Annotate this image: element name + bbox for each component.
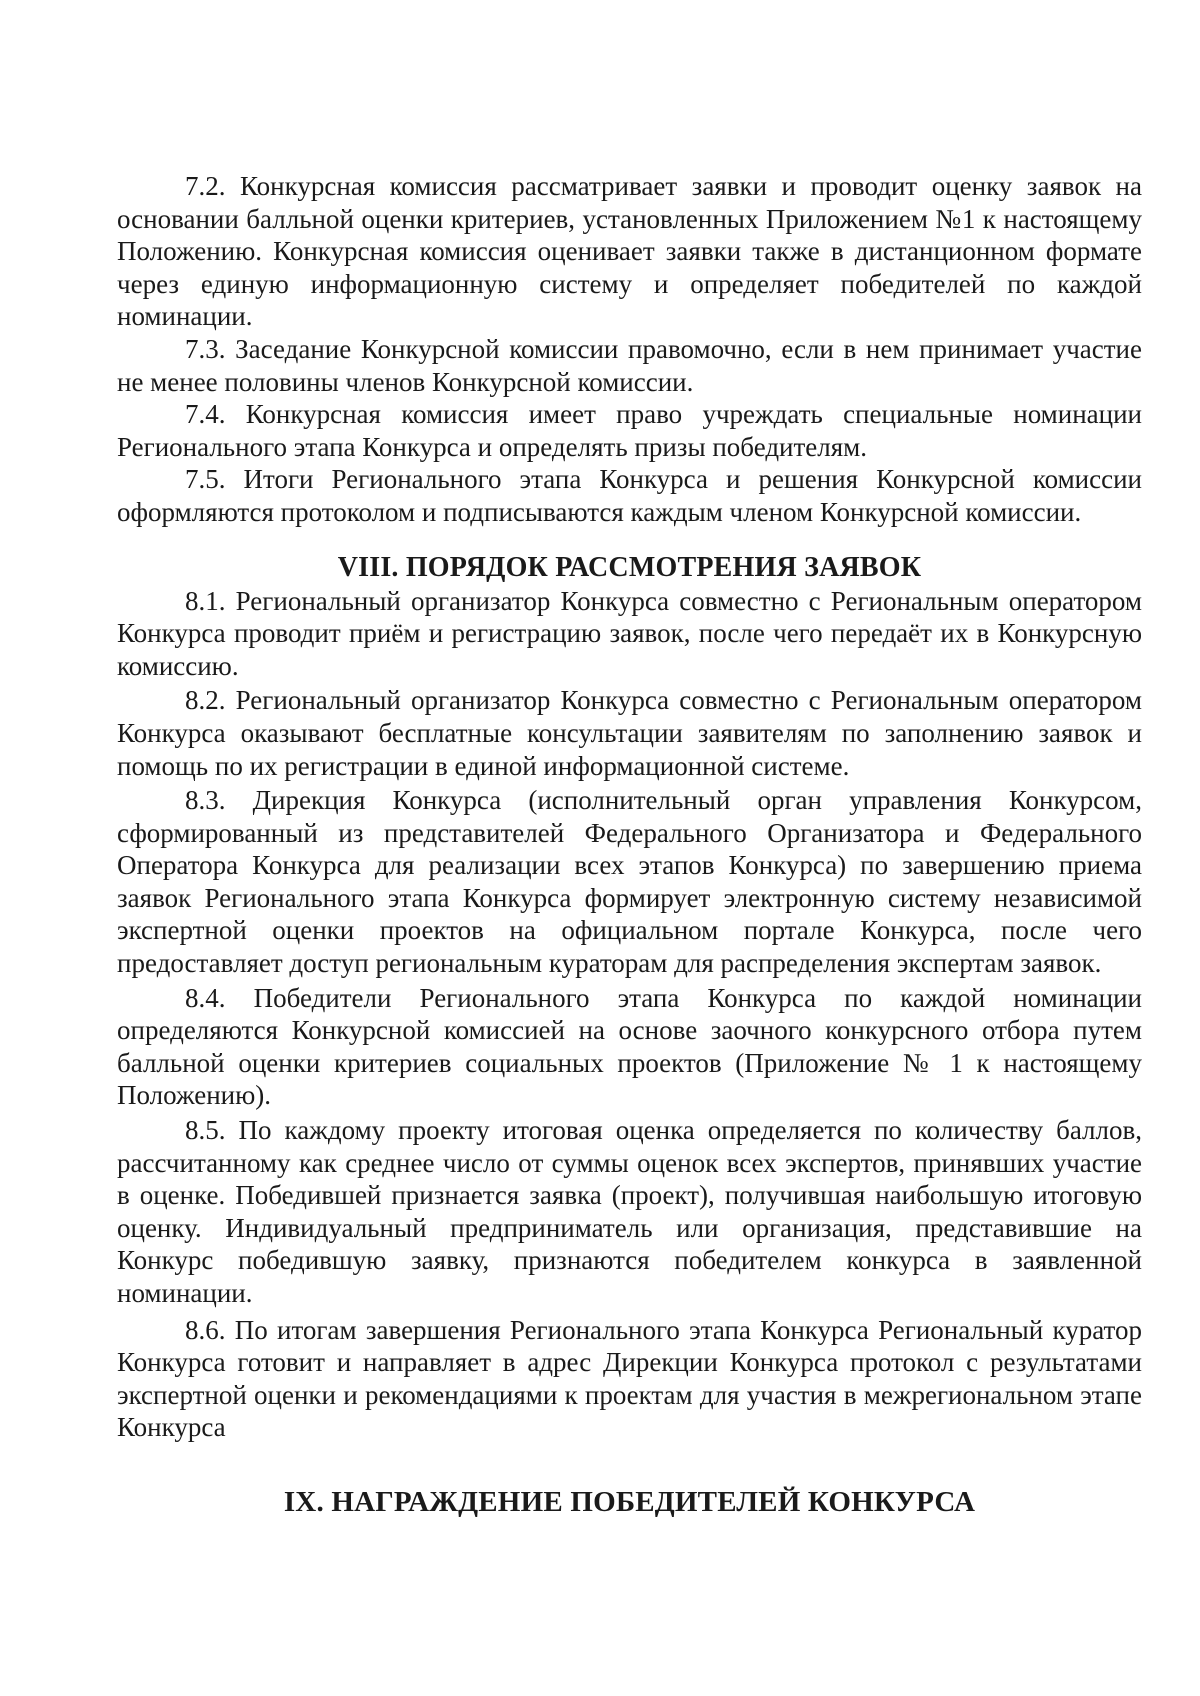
paragraph-7-3: 7.3. Заседание Конкурсной комиссии правомочно, если в нем принимает участие не менее половины членов Конкурсной комиссии. [117,333,1142,397]
paragraph-8-2: 8.2. Региональный организатор Конкурса совместно с Региональным оператором Конкурса оказывают бесплатные консультации заявителям по заполнению заявок и помощь по их регистрации в единой информационной системе. [117,685,1142,781]
paragraph-7-5: 7.5. Итоги Регионального этапа Конкурса и решения Конкурсной комиссии оформляются протоколом и подписываются каждым членом Конкурсной комиссии. [117,464,1142,527]
section-8-heading: VIII. ПОРЯДОК РАССМОТРЕНИЯ ЗАЯВОК [337,551,922,583]
paragraph-8-3: 8.3. Дирекция Конкурса (исполнительный орган управления Конкурсом, сформированный из представителей Федерального Организатора и Федерального Оператора Конкурса для реализации всех этапов Конкурса) по завершению приема заявок Регионального этапа Конкурса формирует электронную систему независимой экспертной оценки проектов на официальном портале Конкурса, после чего предоставляет доступ региональным кураторам для распределения экспертам заявок. [117,785,1142,979]
section-9-heading: IX. НАГРАЖДЕНИЕ ПОБЕДИТЕЛЕЙ КОНКУРСА [283,1485,976,1518]
paragraph-8-4: 8.4. Победители Регионального этапа Конкурса по каждой номинации определяются Конкурсной комиссией на основе заочного конкурсного отбора путем балльной оценки критериев социальных проектов (Приложение № 1 к настоящему Положению). [117,982,1142,1111]
paragraph-7-2: 7.2. Конкурсная комиссия рассматривает заявки и проводит оценку заявок на основании балльной оценки критериев, установленных Приложением №1 к настоящему Положению. Конкурсная комиссия оценивает заявки также в дистанционном формате через единую информационную систему и определяет победителей по каждой номинации. [117,171,1142,332]
paragraph-8-5: 8.5. По каждому проекту итоговая оценка определяется по количеству баллов, рассчитанному как среднее число от суммы оценок всех экспертов, принявших участие в оценке. Победившей признается заявка (проект), получившая наибольшую итоговую оценку. Индивидуальный предприниматель или организация, представившие на Конкурс победившую заявку, признаются победителем конкурса в заявленной номинации. [117,1115,1142,1308]
paragraph-8-1: 8.1. Региональный организатор Конкурса совместно с Региональным оператором Конкурса проводит приём и регистрацию заявок, после чего передаёт их в Конкурсную комиссию. [117,585,1142,681]
document-body [117,170,1142,1520]
paragraph-7-4: 7.4. Конкурсная комиссия имеет право учреждать специальные номинации Регионального этапа Конкурса и определять призы победителям. [117,399,1142,462]
paragraph-8-6: 8.6. По итогам завершения Регионального этапа Конкурса Региональный куратор Конкурса готовит и направляет в адрес Дирекции Конкурса протокол с результатами экспертной оценки и рекомендациями к проектам для участия в межрегиональном этапе Конкурса [117,1314,1142,1443]
